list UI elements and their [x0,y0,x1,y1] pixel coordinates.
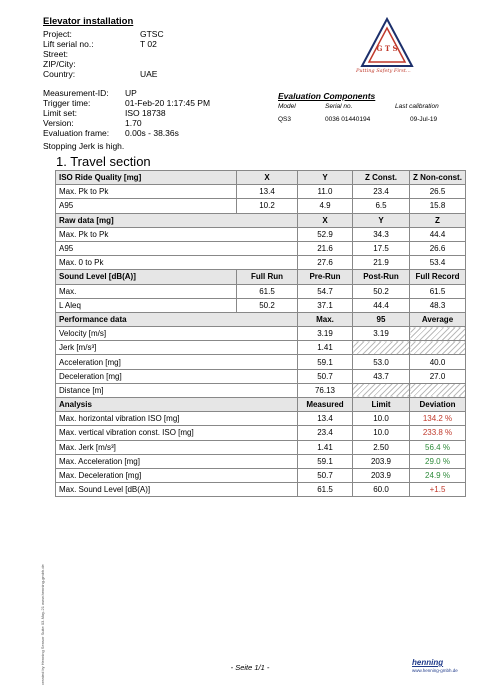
cell: 43.7 [353,369,410,383]
iso-col-y: Y [298,171,353,185]
empty-cell [410,383,466,397]
row-label: Max. Pk to Pk [56,227,298,241]
iso-header: ISO Ride Quality [mg] [56,171,237,185]
measurement-id-label: Measurement-ID: [43,88,109,98]
deviation-pass: 24.9 % [410,468,466,482]
cell: 1.41 [298,440,353,454]
row-label: Max. [56,284,237,298]
cell: 61.5 [410,284,466,298]
cell: 59.1 [298,454,353,468]
cell: 54.7 [298,284,353,298]
cell: 44.4 [353,298,410,312]
cell: 10.0 [353,412,410,426]
table-row [56,298,466,312]
analysis-col-deviation: Deviation [410,398,466,412]
cell: 23.4 [353,185,410,199]
country-label: Country: [43,69,76,79]
cell: 26.5 [410,185,466,199]
table-row [56,199,466,213]
cell: 50.2 [353,284,410,298]
travel-section-table [55,170,466,497]
cell: 76.13 [298,383,353,397]
cell: 13.4 [298,412,353,426]
empty-cell [410,327,466,341]
row-label: Deceleration [mg] [56,369,298,383]
analysis-header-row [56,398,466,412]
cell: 15.8 [410,199,466,213]
cell: 1.41 [298,341,353,355]
cell: 37.1 [298,298,353,312]
cell: 21.6 [298,241,353,255]
evaluation-frame-label: Evaluation frame: [43,128,110,138]
row-label: L Aleq [56,298,237,312]
sound-col-full-record: Full Record [410,270,466,284]
status-note: Stopping Jerk is high. [43,141,125,151]
raw-col-z: Z [410,213,466,227]
henning-url[interactable]: www.henning-gmbh.de [412,668,458,673]
performance-header: Performance data [56,312,298,326]
raw-col-x: X [298,213,353,227]
table-row [56,426,466,440]
version-value: 1.70 [125,118,142,128]
cell: 26.6 [410,241,466,255]
logo-letters: G T S [376,44,398,53]
empty-cell [353,383,410,397]
table-row [56,440,466,454]
iso-col-x: X [237,171,298,185]
sound-col-full-run: Full Run [237,270,298,284]
row-label: Max. Sound Level [dB(A)] [56,483,298,497]
cell: 203.9 [353,468,410,482]
sound-header-row [56,270,466,284]
cell: 40.0 [410,355,466,369]
empty-cell [353,341,410,355]
perf-col-95: 95 [353,312,410,326]
cell: 4.9 [298,199,353,213]
street-label: Street: [43,49,69,59]
eval-serial: 0036 01440194 [325,116,371,123]
raw-col-y: Y [353,213,410,227]
trigger-time-value: 01-Feb-20 1:17:45 PM [125,98,211,108]
table-row [56,468,466,482]
cell: 61.5 [298,483,353,497]
installation-title: Elevator installation [43,16,134,27]
cell: 27.6 [298,256,353,270]
cell: 3.19 [298,327,353,341]
eval-header-model: Model [278,103,296,110]
version-label: Version: [43,118,74,128]
performance-header-row [56,312,466,326]
table-row [56,341,466,355]
row-label: Jerk [m/s³] [56,341,298,355]
sound-col-post-run: Post-Run [353,270,410,284]
analysis-col-measured: Measured [298,398,353,412]
country-value: UAE [140,69,158,79]
perf-col-average: Average [410,312,466,326]
table-row [56,355,466,369]
table-row [56,185,466,199]
cell: 21.9 [353,256,410,270]
cell: 44.4 [410,227,466,241]
table-row [56,412,466,426]
cell: 10.2 [237,199,298,213]
cell: 53.4 [410,256,466,270]
cell: 50.7 [298,369,353,383]
cell: 203.9 [353,454,410,468]
evaluation-frame-value: 0.00s - 38.36s [125,128,179,138]
zip-label: ZIP/City: [43,59,76,69]
analysis-header: Analysis [56,398,298,412]
row-label: A95 [56,241,298,255]
row-label: Max. Deceleration [mg] [56,468,298,482]
cell: 60.0 [353,483,410,497]
row-label: Acceleration [mg] [56,355,298,369]
table-row [56,256,466,270]
row-label: Max. Acceleration [mg] [56,454,298,468]
trigger-time-label: Trigger time: [43,98,91,108]
deviation-fail: 233.8 % [410,426,466,440]
table-row [56,241,466,255]
section-title: 1. Travel section [56,154,151,169]
row-label: Max. Pk to Pk [56,185,237,199]
deviation-pass: 29.0 % [410,454,466,468]
limit-set-label: Limit set: [43,108,78,118]
evaluation-components-title: Evaluation Components [278,91,376,101]
cell: 17.5 [353,241,410,255]
project-value: GTSC [140,29,164,39]
project-label: Project: [43,29,72,39]
perf-col-max: Max. [298,312,353,326]
raw-header: Raw data [mg] [56,213,298,227]
limit-set-value: ISO 18738 [125,108,166,118]
row-label: Max. Jerk [m/s³] [56,440,298,454]
table-row [56,369,466,383]
henning-logo: henning [412,658,444,667]
row-label: A95 [56,199,237,213]
generator-credit: created by Henning Sensor Suite 03-May-21 www.henning-gmbh.de [40,564,45,685]
row-label: Velocity [m/s] [56,327,298,341]
logo-slogan: Putting Safety First... [356,68,411,74]
deviation-pass: 56.4 % [410,440,466,454]
iso-col-z-nonconst: Z Non-const. [410,171,466,185]
eval-model: QS3 [278,116,292,123]
iso-col-z-const: Z Const. [353,171,410,185]
cell: 3.19 [353,327,410,341]
deviation-fail: +1.5 [410,483,466,497]
cell: 52.9 [298,227,353,241]
sound-col-pre-run: Pre-Run [298,270,353,284]
row-label: Max. vertical vibration const. ISO [mg] [56,426,298,440]
cell: 23.4 [298,426,353,440]
empty-cell [410,341,466,355]
row-label: Max. horizontal vibration ISO [mg] [56,412,298,426]
page-number: - Seite 1/1 - [230,663,270,672]
row-label: Distance [m] [56,383,298,397]
cell: 53.0 [353,355,410,369]
serial-label: Lift serial no.: [43,39,94,49]
cell: 48.3 [410,298,466,312]
sound-header: Sound Level [dB(A)] [56,270,237,284]
cell: 6.5 [353,199,410,213]
cell: 34.3 [353,227,410,241]
measurement-id-value: UP [125,88,137,98]
cell: 50.2 [237,298,298,312]
cell: 59.1 [298,355,353,369]
cell: 27.0 [410,369,466,383]
cell: 10.0 [353,426,410,440]
table-row [56,284,466,298]
cell: 11.0 [298,185,353,199]
raw-header-row [56,213,466,227]
table-row [56,227,466,241]
table-row [56,383,466,397]
eval-header-calibration: Last calibration [395,103,439,110]
iso-header-row [56,171,466,185]
table-row [56,483,466,497]
eval-header-serial: Serial no. [325,103,353,110]
serial-value: T 02 [140,39,157,49]
eval-calibration: 09-Jul-19 [410,116,438,123]
analysis-col-limit: Limit [353,398,410,412]
deviation-fail: 134.2 % [410,412,466,426]
cell: 50.7 [298,468,353,482]
cell: 61.5 [237,284,298,298]
cell: 2.50 [353,440,410,454]
table-row [56,327,466,341]
table-row [56,454,466,468]
cell: 13.4 [237,185,298,199]
row-label: Max. 0 to Pk [56,256,298,270]
